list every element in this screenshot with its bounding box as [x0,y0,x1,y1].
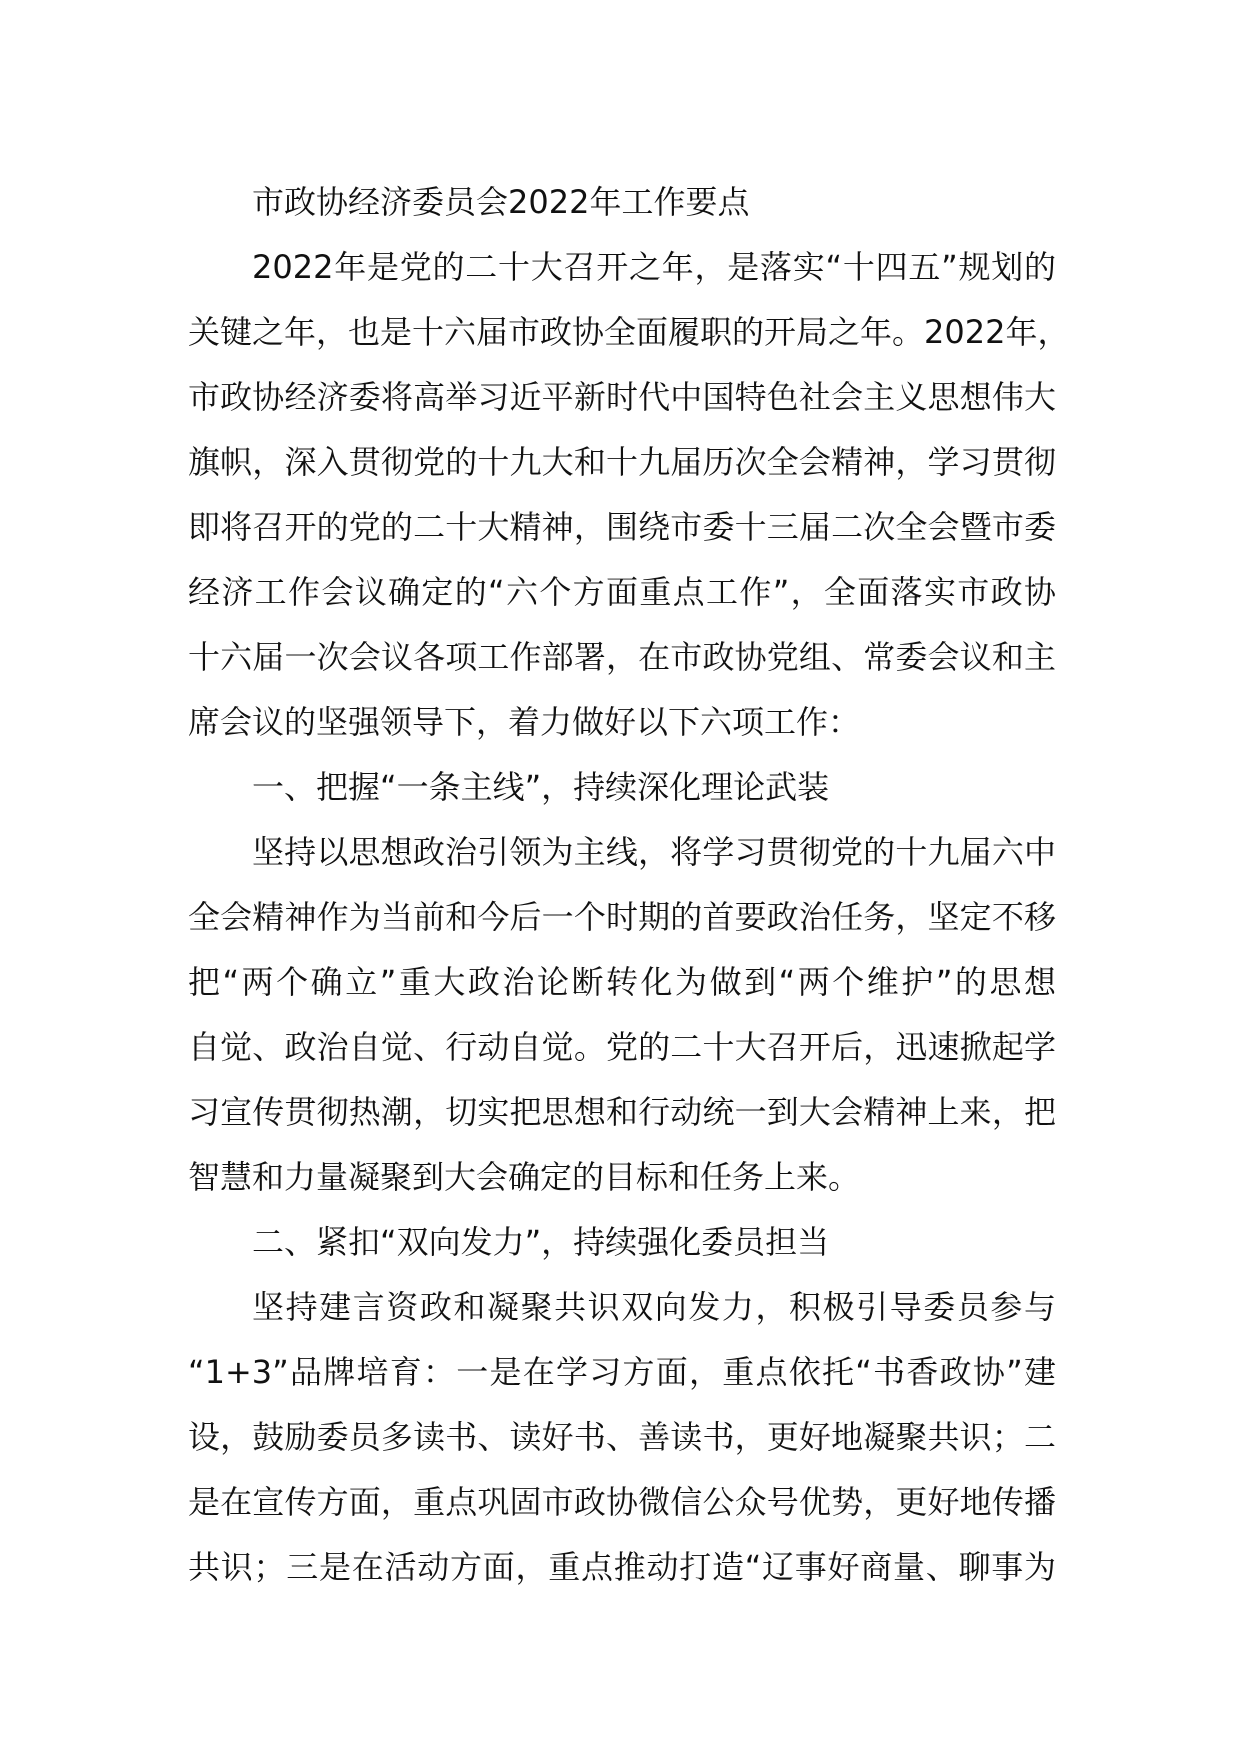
section-2-line: 坚持建言资政和凝聚共识双向发力，积极引导委员参与 [252,1288,1056,1326]
section-1-line: 把“两个确立”重大政治论断转化为做到“两个维护”的思想 [188,963,1056,1001]
section-2-line: 共识；三是在活动方面，重点推动打造“辽事好商量、聊事为 [188,1548,1056,1586]
intro-line: 即将召开的党的二十大精神，围绕市委十三届二次全会暨市委 [188,508,1056,546]
intro-line: 席会议的坚强领导下，着力做好以下六项工作： [188,703,861,741]
document-title: 市政协经济委员会2022年工作要点 [252,183,750,221]
intro-line: 2022年是党的二十大召开之年，是落实“十四五”规划的 [252,248,1056,286]
section-2-line: 设，鼓励委员多读书、读好书、善读书，更好地凝聚共识；二 [188,1418,1056,1456]
section-2-line: “1+3”品牌培育：一是在学习方面，重点依托“书香政协”建 [188,1353,1056,1391]
intro-line: 旗帜，深入贯彻党的十九大和十九届历次全会精神，学习贯彻 [188,443,1056,481]
section-1-line: 自觉、政治自觉、行动自觉。党的二十大召开后，迅速掀起学 [188,1028,1056,1066]
document-body [188,170,1070,1600]
section-1-line: 智慧和力量凝聚到大会确定的目标和任务上来。 [188,1158,861,1196]
intro-line: 市政协经济委将高举习近平新时代中国特色社会主义思想伟大 [188,378,1056,416]
intro-line: 关键之年，也是十六届市政协全面履职的开局之年。2022年， [188,313,1070,351]
intro-paragraph [188,235,1070,755]
section-1-heading: 一、把握“一条主线”，持续深化理论武装 [252,768,830,806]
section-2-paragraph [188,1275,1056,1600]
intro-line: 十六届一次会议各项工作部署，在市政协党组、常委会议和主 [188,638,1056,676]
section-1-line: 习宣传贯彻热潮，切实把思想和行动统一到大会精神上来，把 [188,1093,1056,1131]
section-1-line: 坚持以思想政治引领为主线，将学习贯彻党的十九届六中 [252,833,1056,871]
section-2-line: 是在宣传方面，重点巩固市政协微信公众号优势，更好地传播 [188,1483,1056,1521]
intro-line: 经济工作会议确定的“六个方面重点工作”，全面落实市政协 [188,573,1056,611]
section-2-heading: 二、紧扣“双向发力”，持续强化委员担当 [252,1223,830,1261]
section-1-paragraph [188,820,1056,1210]
section-1-line: 全会精神作为当前和今后一个时期的首要政治任务，坚定不移 [188,898,1056,936]
